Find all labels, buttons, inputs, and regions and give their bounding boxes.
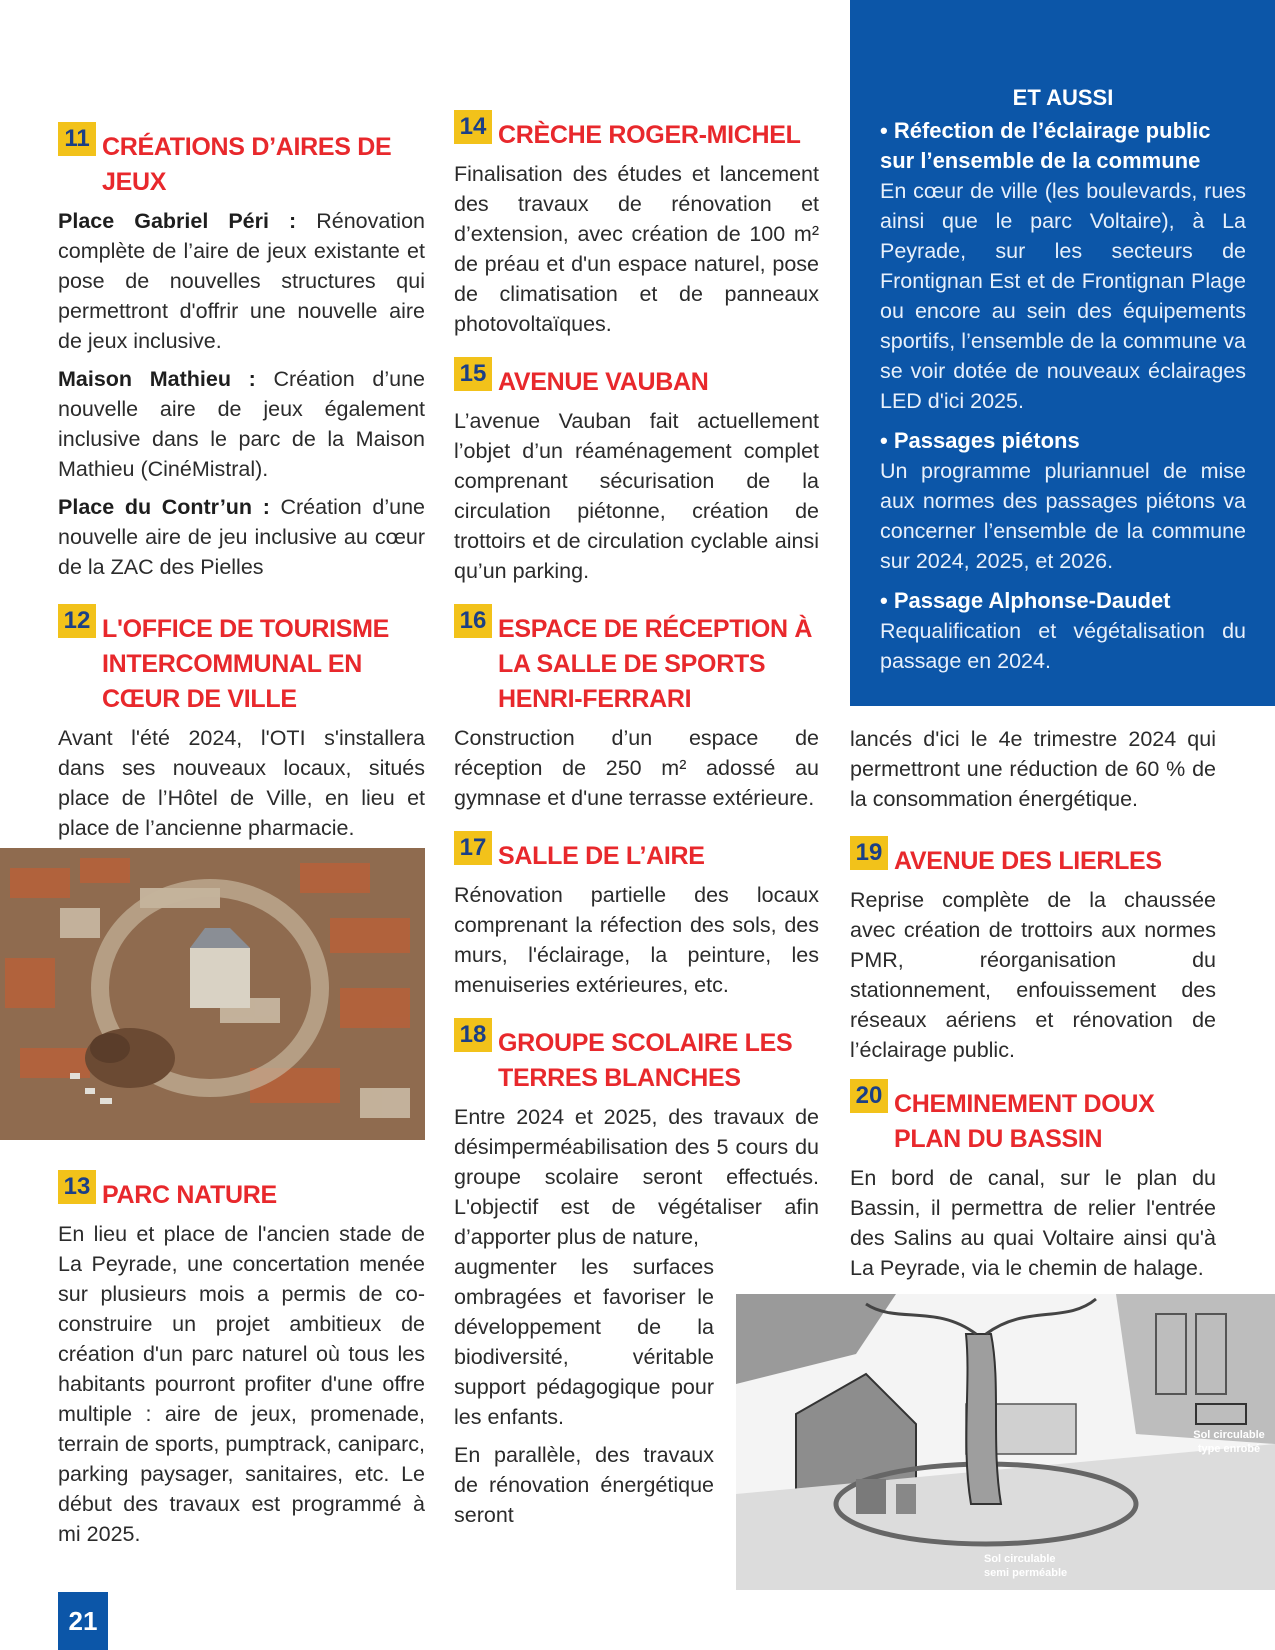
- section-15: [454, 357, 819, 586]
- paragraph: lancés d'ici le 4e trimestre 2024 qui permettront une réduction de 60 % de la consommation énergétique.: [850, 727, 1216, 811]
- section-16: [454, 604, 819, 813]
- section-number: 14: [454, 110, 492, 144]
- paragraph: En parallèle, des travaux de rénovation énergétique seront: [454, 1443, 714, 1527]
- sketch-label-2: [984, 1552, 1094, 1580]
- sketch-label-line: Sol circulable: [984, 1553, 1056, 1565]
- paragraph: En bord de canal, sur le plan du Bassin, il permettra de relier l'entrée des Salins au quai Voltaire ainsi qu'à La Peyrade, via le chemin de halage.: [850, 1166, 1216, 1280]
- section-title: AVENUE VAUBAN: [498, 368, 709, 396]
- section-number: 12: [58, 604, 96, 638]
- section-11: [58, 122, 425, 582]
- paragraph-text: Création d’une nouvelle aire de jeu inclusive au cœur de la ZAC des Pielles: [58, 495, 425, 579]
- paragraph: L’avenue Vauban fait actuellement l’objet d’un réaménagement complet comprenant sécurisation de la circulation piétonne, création de trottoirs et de circulation cyclable ainsi qu’un parking.: [454, 409, 819, 583]
- section-20-header: [850, 1079, 1216, 1157]
- paragraph-label: Place du Contr’un :: [58, 495, 270, 519]
- paragraph: [58, 364, 425, 484]
- section-title: CRÉATIONS D’AIRES DE JEUX: [102, 133, 392, 196]
- section-13-header: [58, 1170, 425, 1213]
- section-number: 11: [58, 122, 96, 156]
- paragraph: augmenter les surfaces ombragées et favoriser le développement de la biodiversité, véritable support pédagogique pour les enfants.: [454, 1255, 714, 1429]
- section-14-header: [454, 110, 819, 153]
- section-title: PARC NATURE: [102, 1181, 277, 1209]
- section-number: 19: [850, 836, 888, 870]
- paragraph: [58, 492, 425, 582]
- section-number: 13: [58, 1170, 96, 1204]
- paragraph-text: Rénovation complète de l’aire de jeux existante et pose de nouvelles structures qui permettront d'offrir une nouvelle aire de jeux inclusive.: [58, 209, 425, 353]
- section-14: [454, 110, 819, 339]
- paragraph: En lieu et place de l'ancien stade de La Peyrade, une concertation menée sur plusieurs mois a permis de co-construire un projet ambitieux de création d'un parc naturel où tous les habitants pourront profiter d'une offre multiple : aire de jeux, promenade, terrain de sports, pumptrack, caniparc, parking paysager, sanitaires, etc. Le début des travaux est programmé à mi 2025.: [58, 1222, 425, 1546]
- section-20: [850, 1079, 1216, 1283]
- section-18-header: [454, 1018, 819, 1096]
- paragraph: Entre 2024 et 2025, des travaux de désimperméabilisation des 5 cours du groupe scolaire seront effectués. L'objectif est de végétaliser afin d’apporter plus de nature,: [454, 1105, 819, 1249]
- paragraph: Avant l'été 2024, l'OTI s'installera dans ses nouveaux locaux, situés place de l’Hôtel de Ville, en lieu et place de l’ancienne pharmacie.: [58, 726, 425, 840]
- section-number: 20: [850, 1079, 888, 1113]
- section-19: [850, 836, 1216, 1065]
- section-12-header: [58, 604, 425, 717]
- column-left-lower: [58, 1170, 425, 1557]
- aerial-photo: [0, 848, 425, 1140]
- paragraph: Construction d’un espace de réception de 250 m² adossé au gymnase et d'une terrasse extérieure.: [454, 726, 819, 810]
- et-aussi-heading: ET AUSSI: [1012, 85, 1114, 110]
- et-aussi-item-text: En cœur de ville (les boulevards, rues ainsi que le parc Voltaire), à La Peyrade, sur les secteurs de Frontignan Est et de Frontignan Plage ou encore au sein des équipements sportifs, l’ensemble de la commune va se voir dotée de nouveaux éclairages LED d'ici 2025.: [880, 179, 1246, 413]
- section-19-header: [850, 836, 1216, 879]
- section-title: GROUPE SCOLAIRE LES TERRES BLANCHES: [498, 1029, 793, 1092]
- et-aussi-item-text: Un programme pluriannuel de mise aux normes des passages piétons va concerner l’ensemble de la commune sur 2024, 2025, et 2026.: [880, 459, 1246, 573]
- sketch-label-line: Sol circulable: [1193, 1429, 1265, 1441]
- section-title: AVENUE DES LIERLES: [894, 847, 1162, 875]
- sketch-label-line: type enrobé: [1197, 1443, 1261, 1455]
- et-aussi-item-title: • Passages piétons: [880, 428, 1080, 453]
- page-number: 21: [58, 1592, 108, 1650]
- et-aussi-content: [880, 84, 1246, 686]
- section-title: L'OFFICE DE TOURISME INTERCOMMUNAL EN CŒUR DE VILLE: [102, 615, 389, 713]
- column-left: [58, 122, 425, 851]
- aerial-town-image: [0, 848, 425, 1140]
- section-title: CHEMINEMENT DOUX PLAN DU BASSIN: [894, 1090, 1155, 1153]
- et-aussi-item-title: • Réfection de l’éclairage public sur l’ensemble de la commune: [880, 118, 1211, 173]
- et-aussi-item-title: • Passage Alphonse-Daudet: [880, 588, 1171, 613]
- column-right: [850, 724, 1216, 1291]
- paragraph: [58, 206, 425, 356]
- paragraph: Finalisation des études et lancement des travaux de rénovation et d’extension, avec création de 100 m² de préau et d'un espace naturel, pose de climatisation et de panneaux photovoltaïques.: [454, 162, 819, 336]
- section-17: [454, 831, 819, 1000]
- section-12: [58, 604, 425, 843]
- paragraph-label: Maison Mathieu :: [58, 367, 256, 391]
- section-title: ESPACE DE RÉCEPTION À LA SALLE DE SPORTS HENRI-FERRARI: [498, 615, 813, 713]
- et-aussi-item-text: Requalification et végétalisation du passage en 2024.: [880, 619, 1246, 673]
- paragraph: Rénovation partielle des locaux comprenant la réfection des sols, des murs, l'éclairage, la peinture, les menuiseries extérieures, etc.: [454, 883, 819, 997]
- section-title: CRÈCHE ROGER-MICHEL: [498, 121, 801, 149]
- sketch-label-1: [1184, 1428, 1274, 1456]
- section-number: 15: [454, 357, 492, 391]
- section-17-header: [454, 831, 819, 874]
- section-11-header: [58, 122, 425, 200]
- section-15-header: [454, 357, 819, 400]
- et-aussi-box: [850, 0, 1275, 706]
- section-number: 18: [454, 1018, 492, 1052]
- paragraph: Reprise complète de la chaussée avec création de trottoirs aux normes PMR, réorganisation du stationnement, enfouissement des réseaux aériens et rénovation de l’éclairage public.: [850, 888, 1216, 1062]
- sketch-illustration: [736, 1294, 1275, 1590]
- section-title: SALLE DE L’AIRE: [498, 842, 705, 870]
- section-16-header: [454, 604, 819, 717]
- sketch-label-line: semi perméable: [984, 1567, 1068, 1579]
- paragraph-label: Place Gabriel Péri :: [58, 209, 297, 233]
- section-number: 16: [454, 604, 492, 638]
- paragraph-text: Création d’une nouvelle aire de jeux également inclusive dans le parc de la Maison Mathieu (CinéMistral).: [58, 367, 425, 481]
- section-number: 17: [454, 831, 492, 865]
- section-13: [58, 1170, 425, 1549]
